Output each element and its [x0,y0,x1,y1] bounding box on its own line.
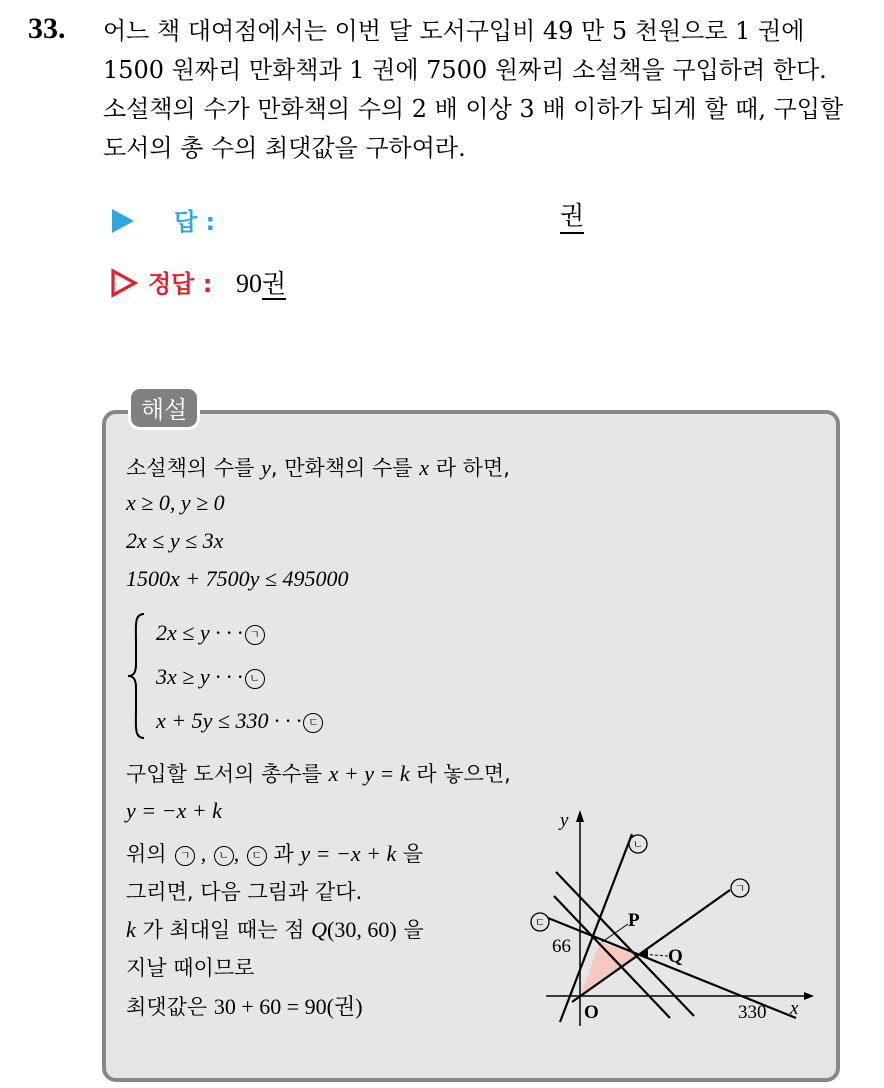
exp-line-5 [126,758,511,788]
exp-line-5-b: 라 놓으면, [409,762,511,786]
solution-row [108,262,608,302]
graph-x-tick: 330 [738,1002,767,1023]
graph-origin-label: O [584,1002,599,1023]
solution-number: 90 [236,269,262,298]
exp-line-9-a: 가 최대일 때는 점 [135,918,312,942]
system-line-3-text: x + 5y ≤ 330 · · · [156,708,302,733]
exp-line-9-point: (30, 60) [327,917,397,942]
exp-line-9 [126,914,424,944]
circled-digeut: ㄷ [303,713,323,733]
graph-label-nieun: ㄴ [632,838,644,851]
answer-row [108,200,608,240]
exp-line-11-b: (권) [326,994,363,1019]
graph-point-p: P [628,910,640,931]
exp-line-1-a: 소설책의 수를 [126,456,262,480]
graph-y-tick: 66 [552,936,571,957]
graph-point-q: Q [668,946,683,967]
exp-line-7 [126,838,423,868]
exp-line-7-c: , [233,841,245,866]
exp-line-11-a: 최댓값은 [126,995,214,1019]
x-axis-arrow [804,992,814,1000]
answer-unit: 권 [560,200,584,234]
objective-line-2 [554,896,670,1018]
solution-unit: 권 [262,269,287,298]
question-text [103,12,873,168]
question-line-3: 소설책의 수가 만화책의 수의 2 배 이상 3 배 이하가 되게 할 때, 구입할 [103,95,844,123]
answer-label: 답 : [174,208,216,236]
graph-label-digeut: ㄷ [534,916,546,929]
exp-line-1-var-y: y [261,455,271,480]
point-p-pointer [602,924,628,942]
graph-y-label: y [560,810,569,831]
exp-line-1-b: , 만화책의 수를 [270,456,420,480]
graph-label-giyeok: ㄱ [734,882,746,895]
system-line-2-text: 3x ≥ y · · · [156,664,243,689]
circled-giyeok-ref: ㄱ [175,846,195,866]
exp-line-4: 1500x + 7500y ≤ 495000 [126,566,349,591]
graph-x-label: x [790,998,799,1019]
exp-line-1-c: 라 하면, [429,456,510,480]
question-number: 33. [28,12,66,45]
outline-triangle-icon [110,268,138,298]
exp-line-7-d: 과 [266,842,301,866]
exp-line-7-eq: y = −x + k [300,841,397,866]
exp-line-7-b: , [195,841,212,866]
exp-line-11 [126,990,363,1021]
system-brace [126,612,148,740]
exp-line-7-e: 을 [396,842,424,866]
exp-line-9-k: k [126,917,136,942]
exp-line-1 [126,452,510,482]
exp-line-3: 2x ≤ y ≤ 3x [126,528,224,553]
exp-line-5-a: 구입할 도서의 총수를 [126,762,329,786]
explanation-tag: 해설 [128,386,200,430]
circled-digeut-ref: ㄷ [247,846,267,866]
solution-label: 정답 : [148,270,213,298]
exp-line-8: 그리면, 다음 그림과 같다. [126,880,363,904]
system-line-3 [156,708,323,734]
exp-line-2: x ≥ 0, y ≥ 0 [126,490,225,515]
feasible-region-graph [520,800,820,1040]
question-line-4: 도서의 총 수의 최댓값을 구하여라. [103,134,466,162]
circled-nieun-ref: ㄴ [214,846,234,866]
objective-line-1 [556,872,694,1016]
solution-value [236,264,286,300]
exp-line-9-q: Q [311,917,328,942]
exp-line-5-eq: x + y = k [328,761,410,786]
play-triangle-icon [112,209,134,233]
exp-line-11-eq: 30 + 60 = 90 [213,994,327,1019]
circled-giyeok: ㄱ [245,625,265,645]
circled-nieun: ㄴ [245,669,265,689]
exp-line-7-a: 위의 [126,842,174,866]
system-line-1-text: 2x ≤ y · · · [156,620,243,645]
exp-line-10: 지날 때이므로 [126,956,255,980]
exp-line-9-b: 을 [396,918,424,942]
question-line-1: 어느 책 대여점에서는 이번 달 도서구입비 49 만 5 천원으로 1 권에 [103,17,805,45]
exp-line-6: y = −x + k [126,798,222,823]
question-line-2: 1500 원짜리 만화책과 1 권에 7500 원짜리 소설책을 구입하려 한다. [103,56,827,84]
system-line-1 [156,620,265,646]
system-line-2 [156,664,265,690]
y-axis-arrow [576,810,584,822]
exp-line-1-var-x: x [419,455,430,480]
line-giyeok [572,890,730,1002]
